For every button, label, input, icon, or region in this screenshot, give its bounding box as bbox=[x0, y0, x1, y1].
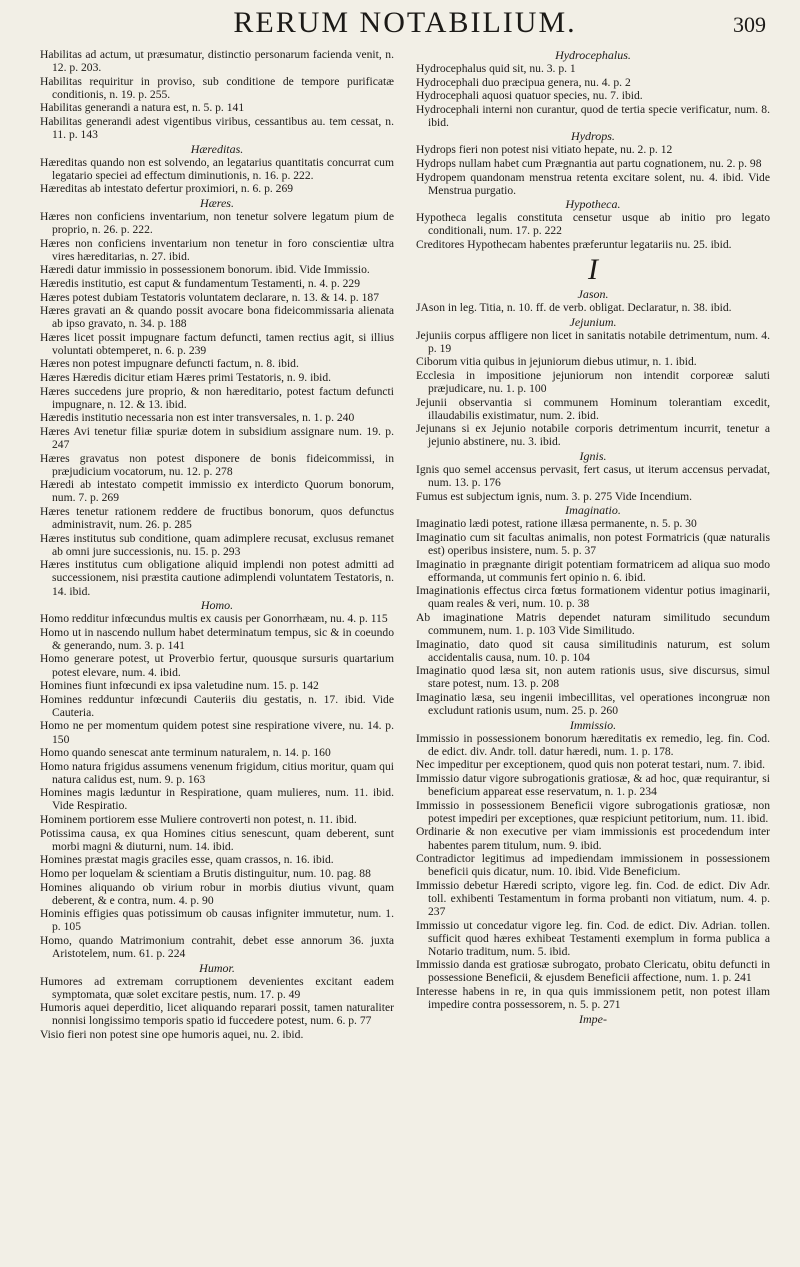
index-entry: Contradictor legitimus ad impediendam immissionem in possessionem beneficii quis dicatur, num. 10. ibid. Vide Beneficium. bbox=[416, 852, 770, 879]
index-entry: Jejuniis corpus affligere non licet in sanitatis notabile detrimentum, num. 4. p. 19 bbox=[416, 328, 770, 355]
index-entry: Imaginatio, dato quod sit causa similitudinis naturum, est solum accidentalis causa, num. 10. p. 104 bbox=[416, 637, 770, 664]
index-entry: Hydrocephali interni non curantur, quod de tertia specie verificatur, num. 8. ibid. bbox=[416, 102, 770, 129]
index-entry: Homo ut in nascendo nullum habet determinatum tempus, sic & in coeundo & generando, num. 3. p. 141 bbox=[40, 625, 394, 652]
index-heading: Homo. bbox=[200, 598, 234, 613]
index-entry: Hydrops nullam habet cum Prægnantia aut partu cognationem, nu. 2. p. 98 bbox=[416, 157, 762, 171]
page-number: 309 bbox=[733, 12, 766, 37]
index-heading: Hydrocephalus. bbox=[555, 48, 631, 62]
index-entry: Ciborum vitia quibus in jejuniorum diebus utimur, n. 1. ibid. bbox=[416, 355, 697, 369]
index-entry: Interesse habens in re, in qua quis immissionem petit, non potest illam impedire contra possessorem, n. 5. p. 271 bbox=[416, 985, 770, 1012]
index-entry: Homo, quando Matrimonium contrahit, debet esse annorum 36. juxta Aristotelem, num. 61. p. 224 bbox=[40, 933, 394, 960]
index-entry: Humores ad extremam corruptionem devenientes excitant eadem symptomata, quæ solet excitare pestis, num. 17. p. 49 bbox=[40, 974, 394, 1001]
index-entry: Homo natura frigidus assumens venenum frigidum, citius moritur, quam qui natura calidus est, num. 9. p. 163 bbox=[40, 759, 394, 786]
index-entry: Hydrocephali duo præcipua genera, nu. 4. p. 2 bbox=[416, 75, 631, 89]
index-columns bbox=[40, 48, 770, 1042]
index-heading: Hæreditas. bbox=[190, 141, 244, 156]
index-entry: Homo per loquelam & scientiam a Brutis distinguitur, num. 10. pag. 88 bbox=[40, 866, 371, 880]
index-entry: Jejunans si ex Jejunio notabile corporis detrimentum incurrit, tenetur a jejunio abstinere, nu. 3. ibid. bbox=[416, 422, 770, 449]
index-entry: Homo generare potest, ut Proverbio fertur, quousque sursuris quartarium potest elevare, num. 4. ibid. bbox=[40, 652, 394, 679]
index-entry: Homines fiunt infœcundi ex ipsa valetudine num. 15. p. 142 bbox=[40, 679, 319, 693]
index-entry: Hæres non conficiens inventarium, non tenetur solvere legatum pium de proprio, n. 26. p. 222. bbox=[40, 209, 394, 237]
index-entry: Hæredis institutio, est caput & fundamentum Testamenti, n. 4. p. 229 bbox=[40, 276, 361, 290]
index-heading: Jejunium. bbox=[569, 314, 617, 329]
index-entry: Hæres institutus sub conditione, quam adimplere recusat, exclusus remanet ab omni jure successionis, nu. 15. p. 293 bbox=[40, 531, 394, 558]
index-entry: Habilitas requiritur in proviso, sub conditione de tempore purificatæ conditionis, n. 19. p. 255. bbox=[40, 74, 394, 101]
index-entry: Hæres potest dubiam Testatoris voluntatem declarare, n. 13. & 14. p. 187 bbox=[40, 290, 379, 304]
running-title: RERUM NOTABILIUM. bbox=[233, 6, 577, 39]
index-entry: Hæres non conficiens inventarium non tenetur in foro conscientiæ ultra vires hæreditarias, n. 27. ibid. bbox=[40, 236, 394, 263]
index-entry: Hydrops fieri non potest nisi vitiato hepate, nu. 2. p. 12 bbox=[416, 143, 673, 157]
index-entry: Jejunii observantia si communem Hominum tolerantiam excedit, illaudabilis existimatur, num. 2. ibid. bbox=[416, 395, 770, 422]
right-column bbox=[416, 48, 770, 1042]
index-heading: Hypotheca. bbox=[565, 197, 621, 212]
index-entry: Hydrocephali aquosi quatuor species, nu. 7. ibid. bbox=[416, 89, 643, 103]
index-entry: Hæredi datur immissio in possessionem bonorum. ibid. Vide Immissio. bbox=[40, 263, 370, 277]
index-entry: Immissio in possessionem bonorum hæreditatis ex remedio, leg. fin. Cod. de edict. div. Andr. toll. datur hæredi, num. 1. p. 178. bbox=[416, 731, 770, 758]
index-entry: Imaginatio læsa, seu ingenii imbecillitas, vel operationes incongruæ non excludunt rationis usum, num. 25. p. 260 bbox=[416, 691, 770, 718]
index-entry: Habilitas generandi a natura est, n. 5. p. 141 bbox=[40, 101, 245, 115]
index-heading: Ignis. bbox=[579, 449, 607, 464]
index-entry: Hæreditas quando non est solvendo, an legatarius quantitatis concurrat cum legatario speciei ad effectum diminutionis, n. 16. p. 222. bbox=[40, 155, 394, 182]
index-heading: Impe- bbox=[579, 1011, 607, 1026]
index-entry: Hæres tenetur rationem reddere de fructibus bonorum, quos defunctus administravit, num. 26. p. 285 bbox=[40, 505, 394, 532]
index-entry: Homo ne per momentum quidem potest sine respiratione vivere, nu. 14. p. 150 bbox=[40, 719, 394, 746]
index-entry: Hæres licet possit impugnare factum defuncti, tamen rectius agit, si illius voluntati obtemperet, n. 6. p. 239 bbox=[40, 330, 394, 357]
index-entry: Hæres Hæredis dicitur etiam Hæres primi Testatoris, n. 9. ibid. bbox=[40, 371, 332, 385]
index-entry: Hæredis institutio necessaria non est inter transversales, n. 1. p. 240 bbox=[40, 411, 355, 425]
index-entry: Imaginatio lædi potest, ratione illæsa permanente, n. 5. p. 30 bbox=[416, 517, 697, 531]
index-entry: Habilitas generandi adest vigentibus viribus, cessantibus au. tem cessat, n. 11. p. 143 bbox=[40, 114, 394, 142]
index-entry: Hæres institutus cum obligatione aliquid implendi non potest admitti ad successionem, nisi præstita cautione adimplendi voluntatem Testatoris, n. 14. ibid. bbox=[40, 558, 394, 598]
index-entry: Hypotheca legalis constituta censetur usque ab initio pro legato conditionali, num. 17. p. 222 bbox=[416, 211, 770, 238]
index-heading: Immissio. bbox=[569, 717, 617, 732]
left-column bbox=[40, 48, 394, 1042]
index-entry: Hominis effigies quas potissimum ob causas infigniter immutetur, num. 1. p. 105 bbox=[40, 907, 394, 934]
index-entry: Immissio ut concedatur vigore leg. fin. Cod. de edict. Div. Adrian. tollen. sufficit quod hæres exhibeat Testamenti exemplum in forma publica a Notario traditum, num. 5. ibid. bbox=[416, 918, 770, 958]
index-entry: Homo redditur infœcundus multis ex causis per Gonorrhæam, nu. 4. p. 115 bbox=[40, 612, 388, 626]
index-entry: Immissio datur vigore subrogationis gratiosæ, & ad hoc, quæ requirantur, si beneficium appareat esse reservatum, n. 1. p. 234 bbox=[416, 772, 770, 799]
index-entry: Hydropem quandonam menstrua retenta excitare solent, nu. 4. ibid. Vide Menstrua purgatio. bbox=[416, 170, 770, 197]
index-entry: Hæredi ab intestato competit immissio ex interdicto Quorum bonorum, num. 7. p. 269 bbox=[40, 478, 394, 505]
index-heading: Jason. bbox=[577, 287, 609, 302]
index-entry: Hydrocephalus quid sit, nu. 3. p. 1 bbox=[416, 62, 576, 75]
index-entry: Imaginatio in prægnante dirigit potentiam formatricem ad aliqua suo modo efformanda, ut communis fert opinio n. 6. ibid. bbox=[416, 557, 770, 584]
index-entry: Hæreditas ab intestato defertur proximiori, n. 6. p. 269 bbox=[40, 182, 294, 196]
index-entry: Homines redduntur infœcundi Cauteriis diu gestatis, n. 17. ibid. Vide Cauteria. bbox=[40, 692, 394, 719]
index-entry: Hæres gravatus non potest disponere de bonis fideicommissi, in præjudicium vocatorum, nu. 12. p. 278 bbox=[40, 451, 394, 478]
index-entry: Ab imaginatione Matris dependet naturam similitudo secundum communem, num. 1. p. 103 Vide Similitudo. bbox=[416, 611, 770, 638]
index-entry: Immissio in possessionem Beneficii vigore subrogationis gratiosæ, non potest impediri per exceptiones, quæ respiciunt petitorium, num. 11. ibid. bbox=[416, 798, 770, 825]
index-heading: Imaginatio. bbox=[565, 503, 621, 518]
index-entry: JAson in leg. Titia, n. 10. ff. de verb. obligat. Declaratur, n. 38. ibid. bbox=[416, 301, 732, 315]
index-entry: Homo quando senescat ante terminum naturalem, n. 14. p. 160 bbox=[40, 746, 331, 760]
index-entry: Hominem portiorem esse Muliere controverti non potest, n. 11. ibid. bbox=[40, 813, 357, 827]
page-header bbox=[40, 0, 770, 48]
index-entry: Homines præstat magis graciles esse, quam crassos, n. 16. ibid. bbox=[40, 853, 334, 867]
index-entry: Imaginatio quod læsa sit, non autem rationis usus, sive discursus, simul stare potest, num. 13. p. 208 bbox=[416, 664, 770, 691]
index-entry: Hæres Avi tenetur filiæ spuriæ dotem in subsidium assignare num. 19. p. 247 bbox=[40, 424, 394, 452]
index-entry: Humoris aquei deperditio, licet aliquando reparari possit, tamen naturaliter nonnisi longissimo temporis spatio id fuccedere potest, num. 6. p. 77 bbox=[40, 1001, 394, 1028]
index-entry: Visio fieri non potest sine ope humoris aquei, nu. 2. ibid. bbox=[40, 1027, 304, 1041]
index-entry: Homines aliquando ob virium robur in morbis diutius vivunt, quam deberent, & e contra, num. 4. p. 90 bbox=[40, 880, 394, 907]
index-entry: Ordinarie & non executive per viam immissionis est procedendum inter habentes parem titulum, num. 9. ibid. bbox=[416, 825, 770, 852]
index-heading: Humor. bbox=[199, 960, 235, 975]
index-entry: Hæres non potest impugnare defuncti factum, n. 8. ibid. bbox=[40, 357, 299, 371]
index-entry: Imaginationis effectus circa fœtus formationem videntur potius imaginarii, quam reales & veri, num. 10. p. 38 bbox=[416, 584, 770, 611]
index-entry: Fumus est subjectum ignis, num. 3. p. 275 Vide Incendium. bbox=[416, 489, 693, 503]
index-entry: Habilitas ad actum, ut præsumatur, distinctio personarum facienda venit, n. 12. p. 203. bbox=[40, 48, 394, 75]
index-heading: Hydrops. bbox=[571, 129, 615, 144]
index-entry: Nec impeditur per exceptionem, quod quis non poterat testari, num. 7. ibid. bbox=[416, 758, 766, 772]
index-heading: Hæres. bbox=[200, 195, 234, 210]
index-entry: Immissio debetur Hæredi scripto, vigore leg. fin. Cod. de edict. Div Adr. toll. exhibenti Testamentum in forma probanti non vitiatum, num. 4. p. 237 bbox=[416, 878, 770, 918]
section-letter: I bbox=[588, 253, 598, 287]
index-entry: Immissio danda est gratiosæ subrogato, probato Clericatu, obitu defuncti in possessione Beneficii, & ejusdem Beneficii affectione, num. 1. p. 241 bbox=[416, 958, 770, 985]
index-entry: Imaginatio cum sit facultas animalis, non potest Formatricis (quæ naturalis est) operibus insistere, num. 5. p. 37 bbox=[416, 530, 770, 558]
index-entry: Creditores Hypothecam habentes præferuntur legatariis nu. 25. ibid. bbox=[416, 238, 732, 252]
index-entry: Hæres gravati an & quando possit avocare bona fideicommissaria alienata ab ipso gravato, n. 34. p. 188 bbox=[40, 304, 394, 331]
index-entry: Hæres succedens jure proprio, & non hæreditario, potest factum defuncti impugnare, n. 12. & 13. ibid. bbox=[40, 384, 394, 411]
index-entry: Potissima causa, ex qua Homines citius senescunt, quam deberent, sunt morbi magni & diuturni, num. 14. ibid. bbox=[40, 826, 394, 853]
index-entry: Ignis quo semel accensus pervasit, fert casus, ut iterum accensus pervadat, num. 13. p. 176 bbox=[416, 463, 770, 490]
index-entry: Homines magis læduntur in Respiratione, quam mulieres, num. 11. ibid. Vide Respiratio. bbox=[40, 786, 394, 813]
index-entry: Ecclesia in impositione jejuniorum non intendit corporeæ saluti præjudicare, nu. 1. p. 100 bbox=[416, 369, 770, 396]
